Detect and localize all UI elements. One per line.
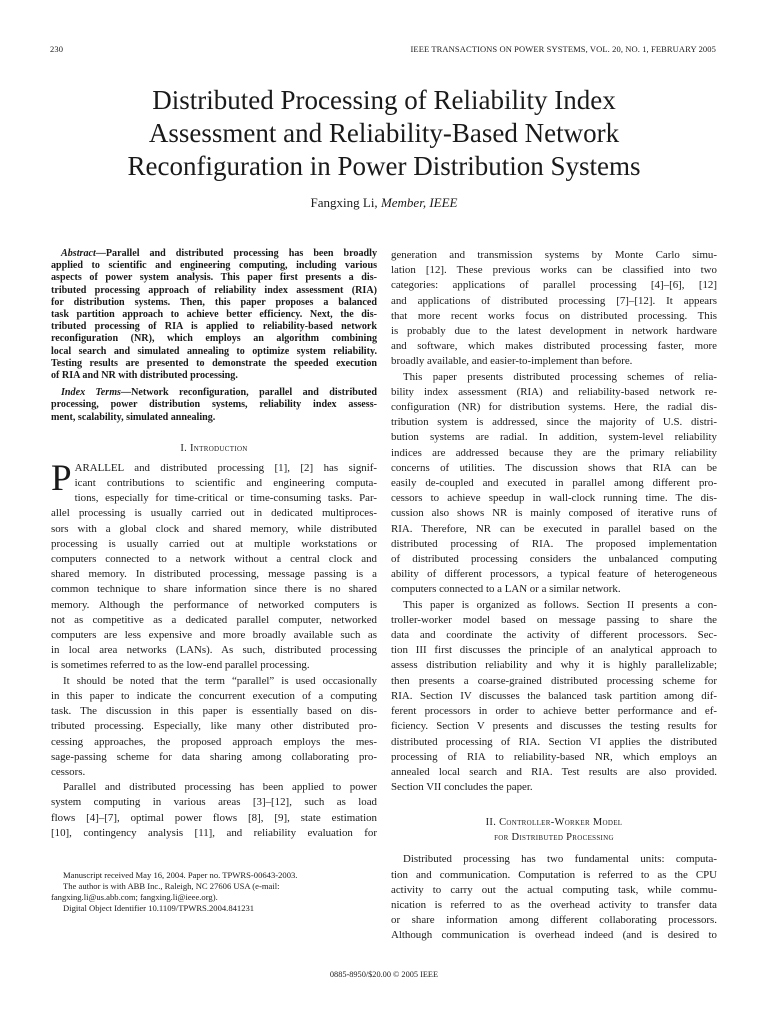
- footnote-line: The author is with ABB Inc., Raleigh, NC 27606 USA (e-mail:: [63, 880, 280, 891]
- intro-paragraph-1: [51, 457, 377, 674]
- index-terms-line: ment, scalability, simulated annealing.: [51, 411, 216, 423]
- abstract-label: Abstract: [61, 248, 96, 259]
- abstract-line: tributed processing of RIA is applied to reliability-based network: [51, 321, 377, 333]
- body-line: ficiency. Section V presents and discusses the testing results for: [391, 720, 717, 733]
- body-line: indices are addressed because they are the primary reliability: [391, 446, 717, 459]
- abstract-line: aspects of power system analysis. This paper first presents a dis-: [51, 272, 377, 284]
- abstract-line: reconfiguration (NR), which employs an algorithm combining: [51, 333, 377, 345]
- body-line: tion III first discusses the principle of an analytical approach to: [391, 644, 717, 657]
- abstract-line: —Parallel and distributed processing has been broadly: [95, 248, 377, 259]
- body-line: cessors to achieve speedup in wall-clock running time. The dis-: [391, 492, 717, 505]
- body-line: not as competitive as a dedicated parallel computer, networked: [51, 613, 377, 626]
- body-line: processing is usually carried out at multiple workstations or: [51, 537, 377, 550]
- abstract-line: task partition approach to achieve better efficiency. Next, the dis-: [51, 309, 377, 321]
- body-line: Parallel and distributed processing has been applied to power: [63, 781, 377, 794]
- index-terms: [51, 387, 377, 424]
- body-line: that more recent works focus on distributed processing. This: [391, 309, 717, 322]
- body-line: and applications of distributed processing [7]–[12]. It appears: [391, 294, 717, 307]
- body-line: computers are less expensive and more broadly available such as: [51, 629, 377, 642]
- body-line: This paper is organized as follows. Section II presents a con-: [403, 598, 717, 611]
- section-heading-introduction: [51, 443, 377, 454]
- body-line: ARALLEL and distributed processing [1], [2] has signif-: [74, 461, 377, 474]
- body-line: sors with a global clock and shared memory, while distributed: [51, 522, 377, 535]
- paper-title: [40, 84, 728, 183]
- title-line: Assessment and Reliability-Based Network: [148, 118, 620, 148]
- page-number: 230: [50, 44, 64, 54]
- body-line: lation [12]. These previous works can be classified into two: [391, 264, 717, 277]
- body-line: processing of RIA to reliability-based NR, which employs an: [391, 750, 717, 763]
- copyright-notice: 0885-8950/$20.00 © 2005 IEEE: [329, 970, 439, 979]
- section-title-line: II. Controller-Worker Model: [485, 817, 623, 829]
- footnote-line: fangxing.li@us.abb.com; fangxing.li@ieee.org).: [51, 891, 218, 902]
- body-line: Although communication is overhead indeed (and is desired to: [391, 929, 717, 942]
- body-line: task. The discussion in this paper is essentially based on dis-: [51, 705, 377, 718]
- body-line: easily de-coupled and executed in parallel among different pro-: [391, 477, 717, 490]
- body-line: data and coordinate the activity of different processors. Sec-: [391, 629, 717, 642]
- body-line: then presents a coarse-grained distributed processing scheme for: [391, 674, 717, 687]
- title-line: Distributed Processing of Reliability Index: [152, 85, 616, 115]
- section-heading-controller-worker: [391, 815, 717, 845]
- body-line: ability of different processors, a typical feature of heterogeneous: [391, 568, 717, 581]
- body-line: assess distribution reliability and why it is highly parallelizable;: [391, 659, 717, 672]
- body-line: configuration (NR) for distribution systems. Here, the radial dis-: [391, 401, 717, 414]
- body-line: system computing in various areas [3]–[12], such as load: [51, 796, 377, 809]
- body-line: generation and transmission systems by Monte Carlo simu-: [391, 249, 717, 261]
- index-terms-label: Index Terms: [61, 387, 121, 399]
- body-line: icant contributions to scientific and engineering computa-: [74, 477, 377, 490]
- body-line: computers connected to a network without a central clock and: [51, 553, 377, 566]
- abstract-line: of RIA and NR with distributed processing.: [51, 370, 238, 382]
- body-line: in local area networks (LANs). As such, distributed processing: [51, 644, 377, 657]
- body-line: and software, which makes distributed processing faster, more: [391, 340, 717, 353]
- body-line: allel processing is usually carried out in dedicated multiproces-: [51, 507, 377, 520]
- journal-header: IEEE TRANSACTIONS ON POWER SYSTEMS, VOL. 20, NO. 1, FEBRUARY 2005: [410, 44, 716, 54]
- section-title-line: for Distributed Processing: [494, 832, 614, 844]
- footnote-line: Manuscript received May 16, 2004. Paper no. TPWRS-00643-2003.: [63, 869, 298, 880]
- intro-paragraph-5: [391, 598, 717, 796]
- author-role: Member, IEEE: [380, 195, 458, 210]
- body-line: distributed processing of RIA. The proposed implementation: [391, 537, 717, 550]
- body-line: flows [4]–[7], optimal power flows [8], [9], state estimation: [51, 811, 377, 824]
- intro-paragraph-4: [391, 370, 717, 598]
- body-line: cessors.: [51, 765, 86, 778]
- body-line: annealed local search and RIA. Test results are also provided.: [391, 765, 717, 778]
- body-line: ferent processors in order to achieve better performance and ef-: [391, 705, 717, 718]
- body-line: in this paper to indicate the concurrent execution of a computing: [51, 689, 377, 702]
- intro-paragraph-3: [51, 780, 377, 841]
- body-line: Distributed processing has two fundamental units: computa-: [403, 853, 717, 866]
- body-line: shared memory. In distributed processing, message passing is a: [51, 568, 377, 581]
- body-line: concerns of utilities. The discussion shows that RIA can be: [391, 461, 717, 474]
- body-line: is probably due to the latest development in network hardware: [391, 325, 717, 338]
- body-line: troller-worker model based on message passing to share the: [391, 613, 717, 626]
- abstract-line: local search and simulated annealing to optimize system reliability.: [51, 345, 377, 357]
- title-line: Reconfiguration in Power Distribution Systems: [127, 151, 641, 181]
- body-line: common technique to share information since there is no shared: [51, 583, 377, 596]
- body-line: broadly available, and easier-to-implement than before.: [391, 355, 633, 368]
- author-name: Fangxing Li,: [310, 195, 378, 210]
- abstract-line: applied to scientific and engineering computing, including various: [51, 260, 377, 272]
- body-line: categories: applications of parallel processing [4]–[6], [12]: [391, 279, 717, 292]
- body-line: activity to carry out the actual computing task, while commu-: [391, 883, 717, 896]
- footnote: [51, 870, 377, 914]
- body-line: tribution system is addressed, since the majority of U.S. distri-: [391, 416, 717, 429]
- body-line: of distributed processing considers the unbalanced computing: [391, 553, 717, 566]
- body-line: nication is referred to as the overhead activity to transfer data: [391, 898, 717, 911]
- body-line: cessing approaches, the proposed approach employs the mes-: [51, 735, 377, 748]
- body-line: bility index assessment (RIA) and reliability-based network re-: [391, 385, 717, 398]
- index-terms-line: —Network reconfiguration, parallel and distributed: [120, 387, 377, 399]
- body-line: It should be noted that the term “parallel” is used occasionally: [63, 674, 377, 687]
- body-line: tions, especially for time-critical or time-consuming tasks. Par-: [74, 492, 377, 505]
- body-line: Section VII concludes the paper.: [391, 781, 533, 794]
- index-terms-line: processing, power distribution systems, reliability index assess-: [51, 399, 377, 411]
- abstract: [51, 248, 377, 382]
- section-title: Introduction: [190, 442, 248, 454]
- body-line: or share information among different collaborating processors.: [391, 914, 717, 927]
- body-line: tion and communication. Computation is referred to as the CPU: [391, 868, 717, 881]
- body-line: sage-passing scheme for data sharing among collaborating pro-: [51, 750, 377, 763]
- body-line: computers connected to a LAN or a similar network.: [391, 583, 621, 596]
- abstract-line: Testing results are presented to demonstrate the speeded execution: [51, 357, 377, 369]
- body-line: distributed processing of RIA. Section VI applies the distributed: [391, 735, 717, 748]
- abstract-line: for distribution systems. Then, this paper proposes a balanced: [51, 296, 377, 308]
- body-line: [10], contingency analysis [11], and reliability evaluation for: [51, 826, 377, 839]
- author-line: [0, 195, 768, 211]
- intro-paragraph-2: [51, 674, 377, 780]
- body-line: bution systems are radial. In addition, system-level reliability: [391, 431, 717, 444]
- body-line: cussion also shows NR is mainly composed of iterative runs of: [391, 507, 717, 520]
- body-line: is sometimes referred to as the low-end parallel processing.: [51, 659, 310, 672]
- body-line: tributed processing. Especially, like many other distributed pro-: [51, 720, 377, 733]
- body-line: RIA. Section IV discusses the balanced task partition among dif-: [391, 689, 717, 702]
- section2-paragraph-1: [391, 852, 717, 943]
- body-line: memory. Although the performance of networked computers is: [51, 598, 377, 611]
- footnote-line: Digital Object Identifier 10.1109/TPWRS.2004.841231: [63, 902, 255, 913]
- drop-cap: P: [51, 457, 72, 499]
- right-column: [391, 248, 717, 944]
- intro-paragraph-3-continued: [391, 248, 717, 370]
- left-column: [51, 248, 377, 914]
- body-line: RIA. Therefore, NR can be executed in parallel based on the: [391, 522, 717, 535]
- abstract-line: tributed processing approach of reliability index assessment (RIA): [51, 284, 377, 296]
- body-line: This paper presents distributed processing schemes of relia-: [403, 370, 717, 383]
- section-numeral: I.: [180, 442, 188, 454]
